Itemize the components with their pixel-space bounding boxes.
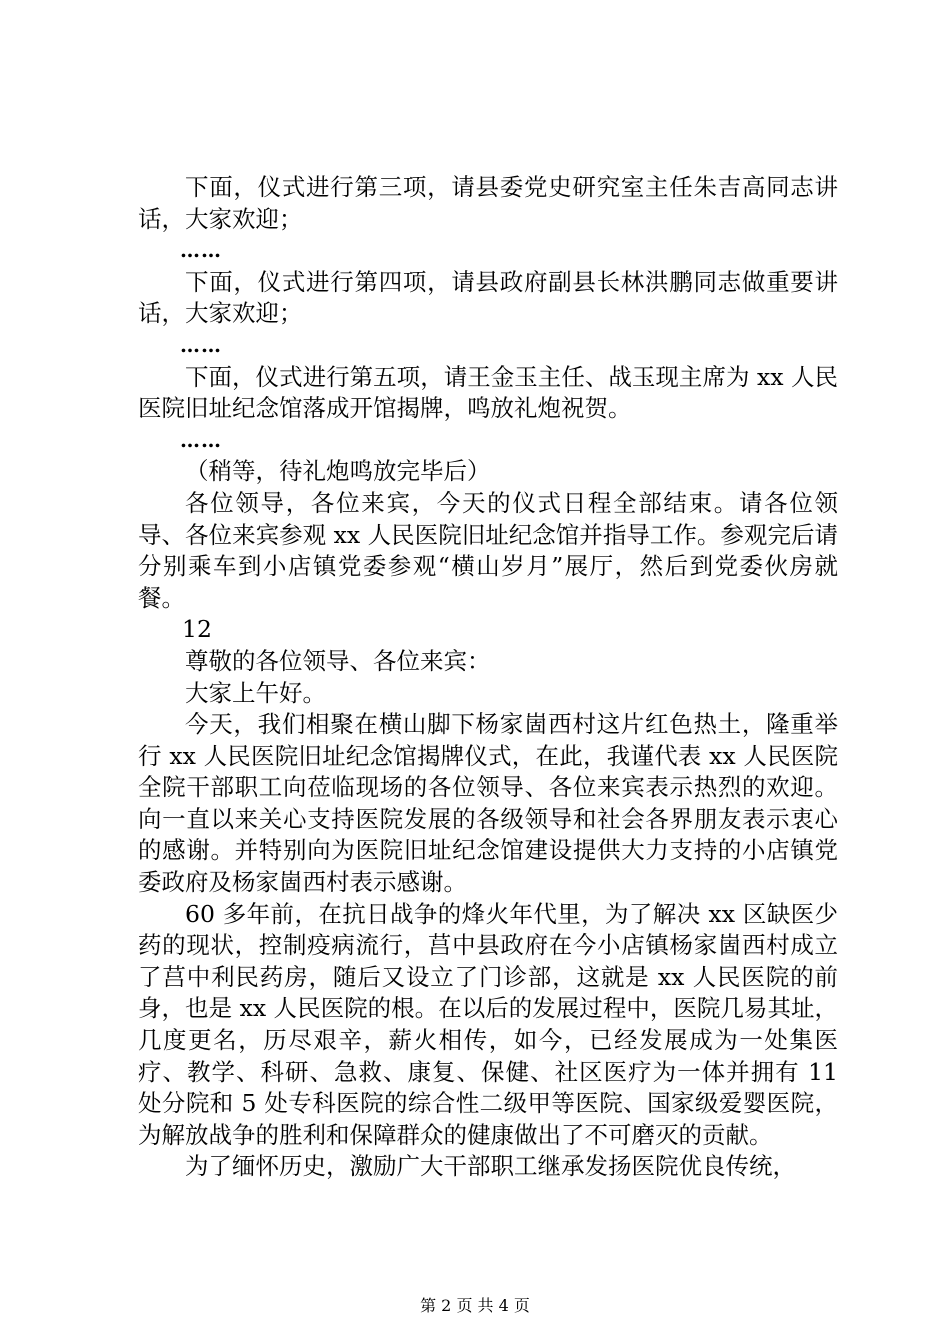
ellipsis-line: ……: [180, 238, 222, 263]
ellipsis-line: ……: [180, 332, 222, 357]
salutation: 尊敬的各位领导、各位来宾：: [185, 646, 491, 675]
paragraph: 为了缅怀历史，激励广大干部职工继承发扬医院优良传统，: [185, 1152, 796, 1181]
paragraph: 各位领导，各位来宾，今天的仪式日程全部结束。请各位领导、各位来宾参观 xx 人民医院旧址纪念馆并指导工作。参观完后请分别乘车到小店镇党委参观“横山岁月”展厅，然后到党委伙房就餐。: [138, 488, 838, 612]
page-number-footer: 第 2 页 共 4 页: [420, 1296, 530, 1315]
paragraph: 下面，仪式进行第四项，请县政府副县长林洪鹏同志做重要讲话，大家欢迎；: [138, 267, 838, 328]
paragraph: 下面，仪式进行第三项，请县委党史研究室主任朱吉高同志讲话，大家欢迎；: [138, 173, 838, 233]
ellipsis-line: ……: [180, 427, 222, 452]
document-body: [138, 172, 838, 1183]
paragraph: 今天，我们相聚在横山脚下杨家崮西村这片红色热土，隆重举行 xx 人民医院旧址纪念馆揭牌仪式，在此，我谨代表 xx 人民医院全院干部职工向莅临现场的各位领导、各位来宾表示热烈的欢迎。向一直以来关心支持医院发展的各级领导和社会各界朋友表示衷心的感谢。并特别向为医院旧址纪念馆建设提供大力支持的小店镇党委政府及杨家崮西村表示感谢。: [138, 710, 838, 897]
paragraph: （稍等，待礼炮鸣放完毕后）: [185, 457, 491, 486]
paragraph: 下面，仪式进行第五项，请王金玉主任、战玉现主席为 xx 人民医院旧址纪念馆落成开馆揭牌，鸣放礼炮祝贺。: [138, 362, 838, 423]
section-number: 12: [182, 615, 212, 644]
greeting: 大家上午好。: [185, 678, 326, 707]
paragraph: 60 多年前，在抗日战争的烽火年代里，为了解决 xx 区缺医少药的现状，控制疫病流行，莒中县政府在今小店镇杨家崮西村成立了莒中利民药房，随后又设立了门诊部，这就是 xx 人民医院的前身，也是 xx 人民医院的根。在以后的发展过程中，医院几易其址，几度更名，历尽艰辛，薪火相传，如今，已经发展成为一处集医疗、教学、科研、急救、康复、保健、社区医疗为一体并拥有 11 处分院和 5 处专科医院的综合性二级甲等医院、国家级爱婴医院，为解放战争的胜利和保障群众的健康做出了不可磨灭的贡献。: [138, 899, 838, 1149]
